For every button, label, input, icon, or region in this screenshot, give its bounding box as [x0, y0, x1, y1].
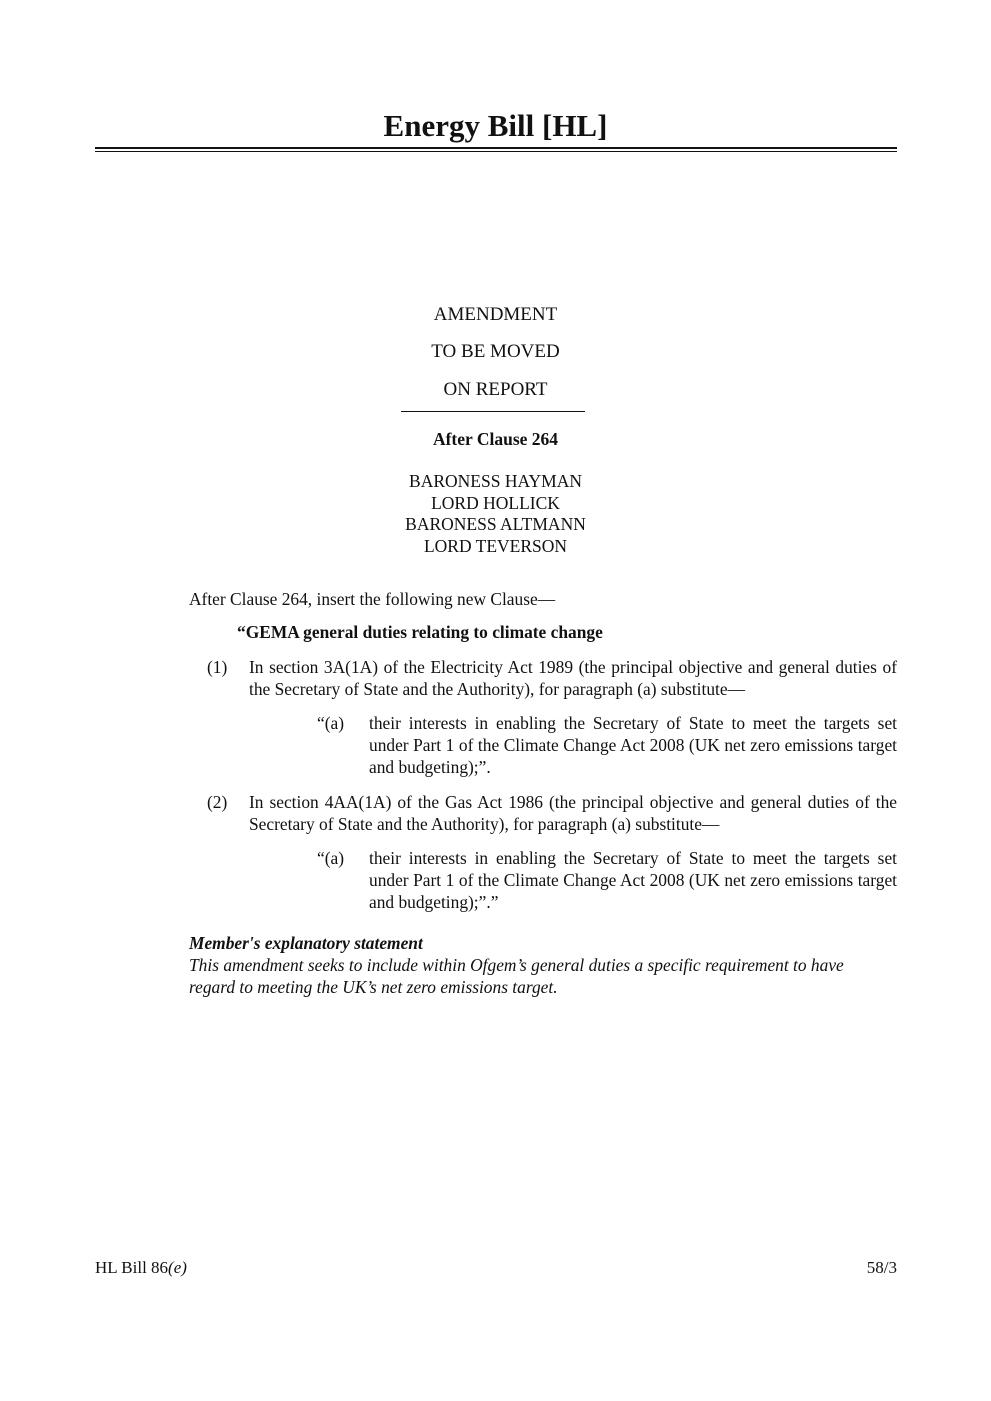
sponsor: BARONESS HAYMAN	[409, 471, 582, 491]
bill-suffix: (e)	[168, 1258, 187, 1277]
paragraph-text: their interests in enabling the Secretary of State to meet the targets set under Part 1 of the Climate Change Act 2008 (UK net zero emissions target and budgeting);”.”	[369, 848, 897, 912]
clause-heading: “GEMA general duties relating to climate change	[237, 622, 603, 642]
sponsor: LORD HOLLICK	[431, 492, 560, 513]
subsection-text: In section 3A(1A) of the Electricity Act 1989 (the principal objective and general duties of the Secretary of State and the Authority), for paragraph (a) substitute—	[249, 657, 897, 699]
paragraph-label: “(a)	[317, 713, 345, 733]
sponsor-list	[0, 471, 991, 557]
paragraph-label: “(a)	[317, 848, 345, 868]
page-reference: 58/3	[866, 1258, 897, 1277]
subsection-text: In section 4AA(1A) of the Gas Act 1986 (the principal objective and general duties of the Secretary of State and the Authority), for paragraph (a) substitute—	[249, 792, 897, 834]
title-rule	[95, 147, 897, 149]
sponsor: BARONESS ALTMANN	[405, 514, 586, 534]
bill-number: HL Bill 86	[95, 1258, 169, 1277]
amendment-position: After Clause 264	[432, 429, 559, 449]
title-rule-thin	[95, 151, 897, 152]
sponsor: LORD TEVERSON	[423, 535, 568, 556]
bill-reference	[95, 1258, 187, 1278]
paragraph-text: their interests in enabling the Secretary of State to meet the targets set under Part 1 of the Climate Change Act 2008 (UK net zero emissions target and budgeting);”.	[369, 713, 897, 777]
on-report-label: ON REPORT	[443, 379, 548, 400]
amendment-label: AMENDMENT	[433, 304, 558, 325]
page-title: Energy Bill [HL]	[383, 108, 608, 143]
to-be-moved-label: TO BE MOVED	[431, 341, 560, 362]
statement-heading: Member's explanatory statement	[189, 933, 423, 953]
subsection-number: (2)	[207, 792, 228, 812]
intro-text: After Clause 264, insert the following new Clause—	[189, 589, 556, 609]
divider	[401, 411, 585, 412]
subsection-number: (1)	[207, 657, 228, 677]
statement-text: This amendment seeks to include within Ofgem’s general duties a specific requirement to have regard to meeting the UK’s net zero emissions target.	[189, 955, 844, 997]
